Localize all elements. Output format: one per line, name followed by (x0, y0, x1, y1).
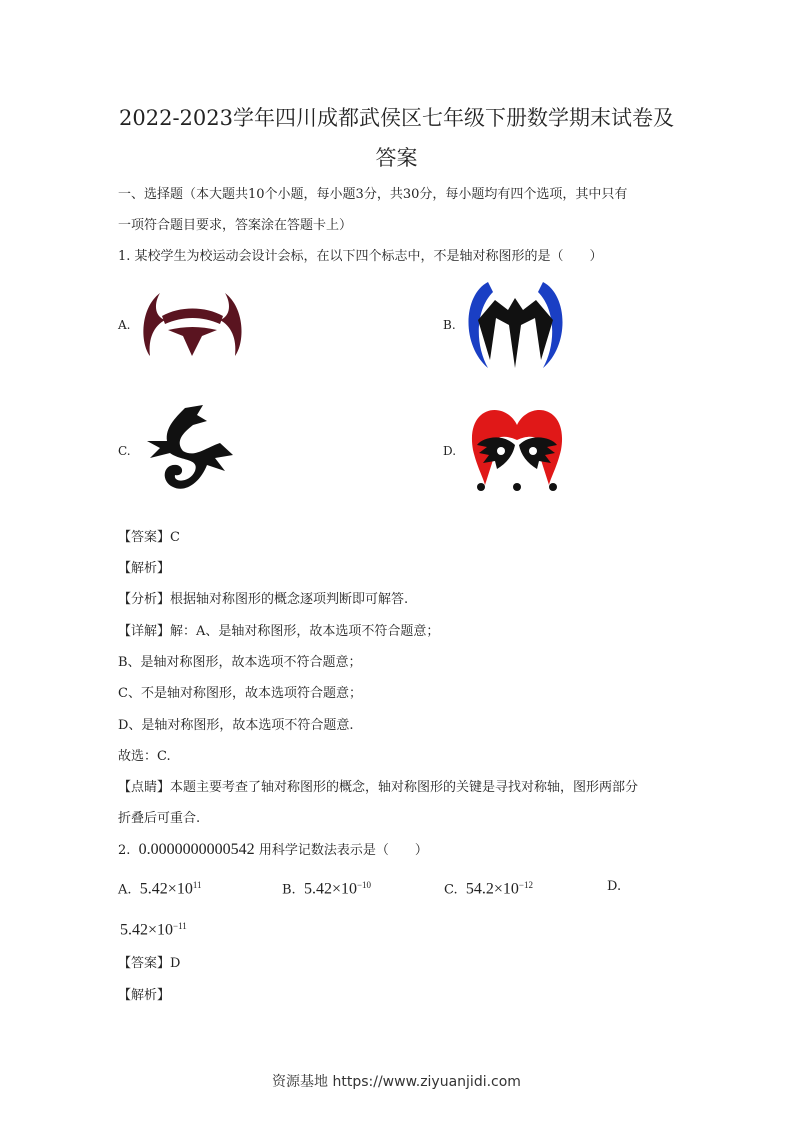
q2-option-c: C. $54.2\times 10^{-12}$ (444, 880, 533, 898)
logo-a-image (140, 288, 245, 363)
q2-value: 0.0000000000542 (138, 841, 255, 858)
q1-stem: 1. 某校学生为校运动会设计会标，在以下四个标志中，不是轴对称图形的是（ ） (118, 249, 603, 264)
page-title: 2022-2023学年四川成都武侯区七年级下册数学期末试卷及 (119, 106, 674, 130)
q1-detail-3: C、不是轴对称图形，故本选项符合题意； (118, 686, 362, 701)
logo-d-image (465, 405, 570, 493)
q2-option-d-label: D. (607, 879, 622, 894)
q2-stem (118, 842, 428, 859)
q1-detail-1: 【详解】解：A、是轴对称图形，故本选项不符合题意； (118, 624, 440, 639)
q1-comment: 【点睛】本题主要考查了轴对称图形的概念，轴对称图形的关键是寻找对称轴，图形两部分 (118, 780, 639, 795)
q2-stem-text: 用科学记数法表示是（ ） (258, 843, 428, 858)
q2-analysis-label: 【解析】 (118, 988, 171, 1003)
q1-detail-2: B、是轴对称图形，故本选项不符合题意； (118, 655, 362, 670)
q1-option-c-label: C. (118, 444, 131, 458)
q1-fenxi: 【分析】根据轴对称图形的概念逐项判断即可解答. (118, 592, 409, 607)
q1-option-a-label: A. (118, 318, 131, 332)
page-title-cont: 答案 (375, 146, 418, 170)
q2-option-a: A. $5.42\times 10^{11}$ (118, 880, 202, 898)
q1-detail-4: D、是轴对称图形，故本选项不符合题意. (118, 718, 354, 733)
q1-option-d-label: D. (443, 444, 457, 458)
q1-analysis-label: 【解析】 (118, 561, 171, 576)
logo-b-image (463, 280, 568, 370)
q1-comment-cont: 折叠后可重合. (118, 811, 201, 826)
q1-option-b-label: B. (443, 318, 456, 332)
q2-option-d: $5.42\times 10^{-11}$ (120, 921, 187, 939)
section-heading: 一、选择题（本大题共10个小题，每小题3分，共30分，每小题均有四个选项，其中只有 (118, 187, 628, 202)
logo-c-image (145, 403, 235, 495)
q2-option-b: B. $5.42\times 10^{-10}$ (282, 880, 372, 898)
q1-answer: 【答案】C (118, 530, 180, 545)
footer-watermark: 资源基地 https://www.ziyuanjidi.com (272, 1074, 521, 1090)
q2-number-label: 2. (118, 843, 131, 858)
section-heading-cont: 一项符合题目要求，答案涂在答题卡上） (118, 218, 353, 233)
q1-choice: 故选：C. (118, 749, 171, 764)
q2-answer: 【答案】D (118, 956, 181, 971)
